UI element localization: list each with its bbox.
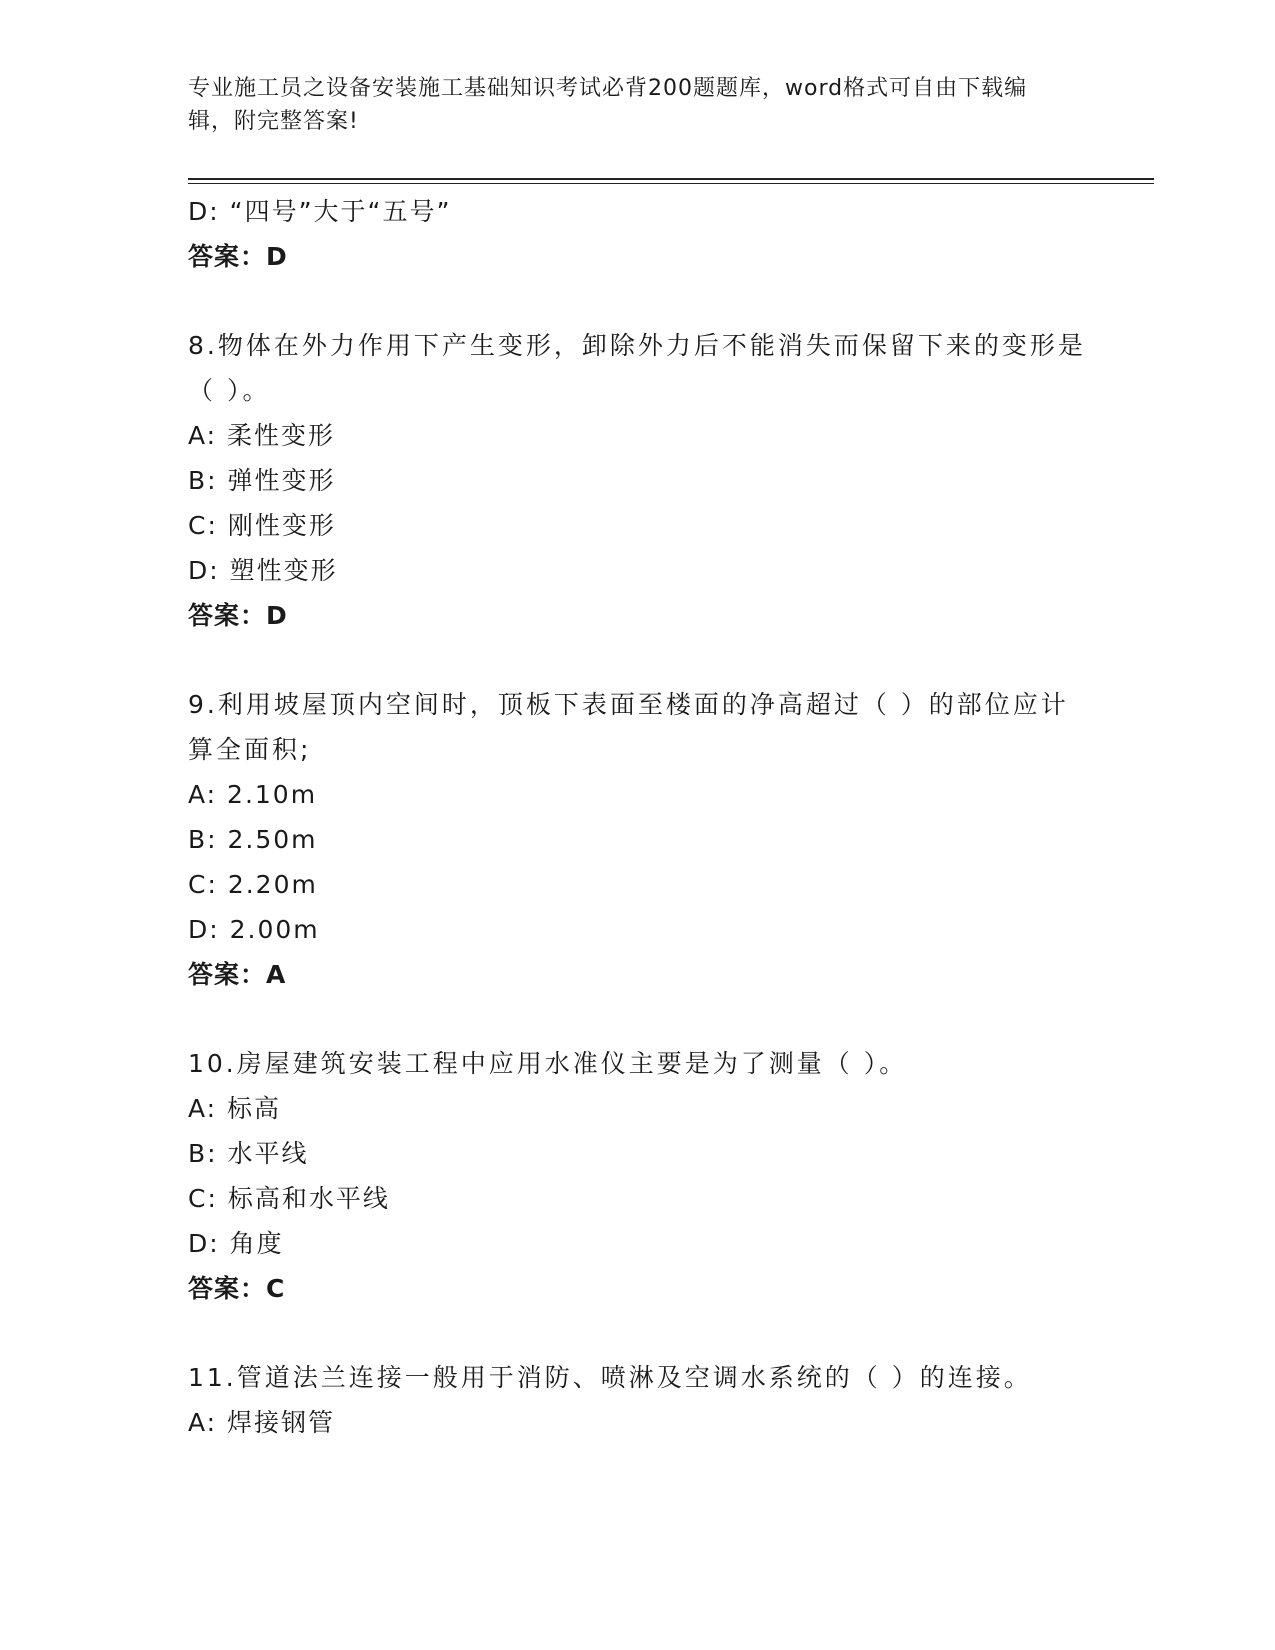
question-text: 9.利用坡屋顶内空间时，顶板下表面至楼面的净高超过（ ）的部位应计算全面积; bbox=[188, 690, 1069, 764]
question-text: 10.房屋建筑安装工程中应用水准仪主要是为了测量（ ）。 bbox=[188, 1049, 908, 1078]
answer-line: 答案：D bbox=[188, 601, 288, 630]
option-d: D: “四号”大于“五号” bbox=[188, 197, 452, 226]
question-8 bbox=[188, 323, 1088, 638]
option-b: B: 弹性变形 bbox=[188, 466, 336, 495]
option-d: D: 角度 bbox=[188, 1229, 284, 1258]
option-a: A: 柔性变形 bbox=[188, 421, 336, 450]
option-a: A: 焊接钢管 bbox=[188, 1408, 336, 1437]
header-divider-thick bbox=[188, 178, 1154, 180]
option-a: A: 标高 bbox=[188, 1094, 282, 1123]
option-a: A: 2.10m bbox=[188, 780, 318, 809]
question-10 bbox=[188, 1041, 1088, 1311]
option-c: C: 2.20m bbox=[188, 870, 318, 899]
document-header: 专业施工员之设备安装施工基础知识考试必背200题题库，word格式可自由下载编辑，附完整答案! bbox=[188, 76, 1028, 134]
question-11 bbox=[188, 1355, 1088, 1445]
question-text: 8.物体在外力作用下产生变形，卸除外力后不能消失而保留下来的变形是（ ）。 bbox=[188, 331, 1086, 405]
option-d: D: 2.00m bbox=[188, 915, 320, 944]
answer-line: 答案：A bbox=[188, 960, 287, 989]
option-c: C: 刚性变形 bbox=[188, 511, 336, 540]
option-c: C: 标高和水平线 bbox=[188, 1184, 390, 1213]
option-b: B: 水平线 bbox=[188, 1139, 309, 1168]
question-text: 11.管道法兰连接一般用于消防、喷淋及空调水系统的（ ）的连接。 bbox=[188, 1363, 1032, 1392]
question-content bbox=[188, 189, 1088, 1445]
header-divider-thin bbox=[188, 183, 1154, 184]
continued-question bbox=[188, 189, 1088, 279]
option-b: B: 2.50m bbox=[188, 825, 318, 854]
answer-line: 答案：D bbox=[188, 242, 288, 271]
question-9 bbox=[188, 682, 1088, 997]
option-d: D: 塑性变形 bbox=[188, 556, 338, 585]
answer-line: 答案：C bbox=[188, 1274, 286, 1303]
